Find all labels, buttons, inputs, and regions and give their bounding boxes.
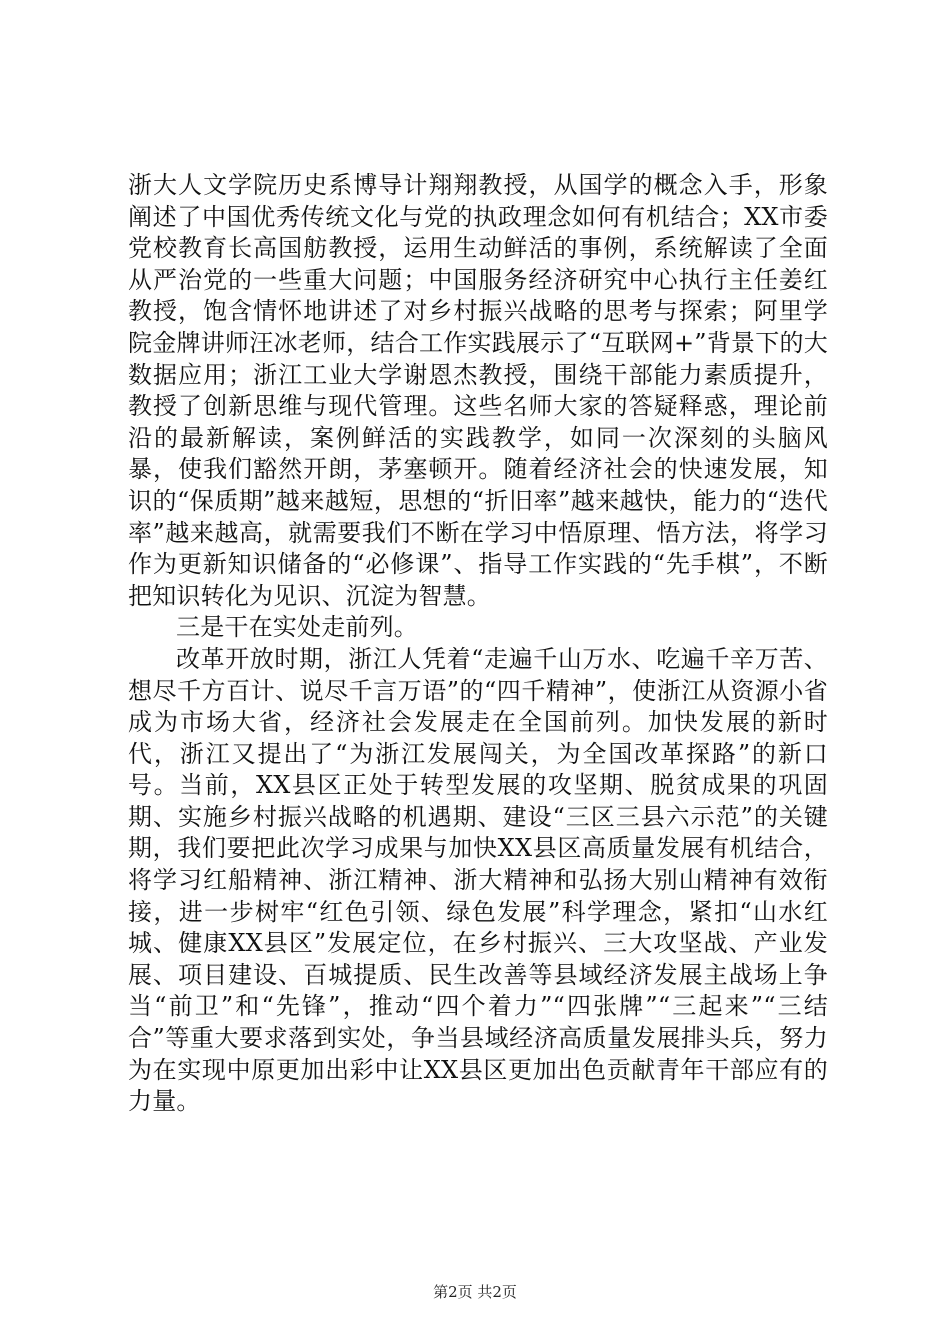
paragraph-lecturers: 浙大人文学院历史系博导计翔翔教授，从国学的概念入手，形象阐述了中国优秀传统文化与党的执政理念如何有机结合；XX市委党校教育长高国舫教授，运用生动鲜活的事例，系统解读了全面从严治党的一些重大问题；中国服务经济研究中心执行主任姜红教授，饱含情怀地讲述了对乡村振兴战略的思考与探索；阿里学院金牌讲师汪冰老师，结合工作实践展示了“互联网+”背景下的大数据应用；浙江工业大学谢恩杰教授，围绕干部能力素质提升，教授了创新思维与现代管理。这些名师大家的答疑释惑，理论前沿的最新解读，案例鲜活的实践教学，如同一次深刻的头脑风暴，使我们豁然开朗，茅塞顿开。随着经济社会的快速发展，知识的“保质期”越来越短，思想的“折旧率”越来越快，能力的“迭代率”越来越高，就需要我们不断在学习中悟原理、悟方法，将学习作为更新知识储备的“必修课”、指导工作实践的“先手棋”，不断把知识转化为见识、沉淀为智慧。	[128, 171, 828, 610]
document-body	[128, 170, 828, 1118]
paragraph-zhejiang-spirit: 改革开放时期，浙江人凭着“走遍千山万水、吃遍千辛万苦、想尽千方百计、说尽千言万语”的“四千精神”，使浙江从资源小省成为市场大省，经济社会发展走在全国前列。加快发展的新时代，浙江又提出了“为浙江发展闯关，为全国改革探路”的新口号。当前，XX县区正处于转型发展的攻坚期、脱贫成果的巩固期、实施乡村振兴战略的机遇期、建设“三区三县六示范”的关键期，我们要把此次学习成果与加快XX县区高质量发展有机结合，将学习红船精神、浙江精神、浙大精神和弘扬大别山精神有效衔接，进一步树牢“红色引领、绿色发展”科学理念，紧扣“山水红城、健康XX县区”发展定位，在乡村振兴、三大攻坚战、产业发展、项目建设、百城提质、民生改善等县域经济发展主战场上争当“前卫”和“先锋”，推动“四个着力”“四张牌”“三起来”“三结合”等重大要求落到实处，争当县域经济高质量发展排头兵，努力为在实现中原更加出彩中让XX县区更加出色贡献青年干部应有的力量。	[128, 644, 828, 1116]
section-heading-three: 三是干在实处走前列。	[176, 613, 418, 642]
page-number-footer: 第2页 共2页	[433, 1283, 517, 1301]
